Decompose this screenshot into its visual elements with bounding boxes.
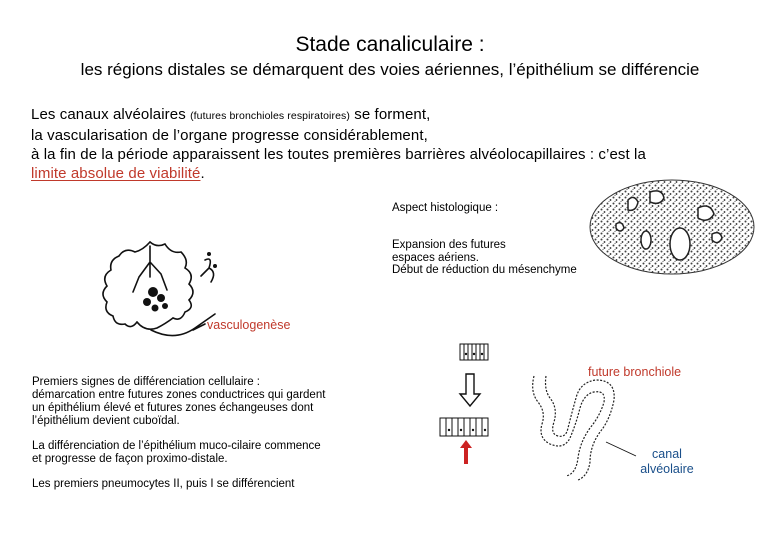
intro-paragraph bbox=[31, 105, 751, 183]
canal-line1: canal bbox=[652, 447, 682, 461]
p2-line1: La différenciation de l’épithélium muco-cilaire commence bbox=[32, 440, 321, 452]
intro-line1-b: se forment, bbox=[349, 106, 431, 123]
intro-line3: à la fin de la période apparaissent les toutes premières barrières alvéolocapillaires : c’est la bbox=[31, 146, 646, 163]
down-arrow-icon bbox=[460, 374, 480, 406]
canal-alveolaire-label bbox=[634, 447, 700, 477]
page-subtitle: les régions distales se démarquent des voies aériennes, l’épithélium se différencie bbox=[80, 60, 700, 79]
page-title: Stade canaliculaire : bbox=[295, 33, 485, 56]
lower-text-block bbox=[32, 376, 377, 503]
vasculogenese-label: vasculogenèse bbox=[207, 318, 291, 332]
canal-alveolaire-drawing bbox=[520, 372, 630, 482]
p1-line2: démarcation entre futures zones conductrices qui gardent bbox=[32, 389, 326, 401]
paragraph-pneumocytes: Les premiers pneumocytes II, puis I se différencient bbox=[32, 478, 295, 490]
expansion-text bbox=[392, 239, 612, 277]
histology-label: Aspect histologique : bbox=[392, 202, 499, 214]
canal-line2: alvéolaire bbox=[640, 462, 694, 476]
expansion-line1: Expansion des futures bbox=[392, 239, 506, 251]
p1-line4: l’épithélium devient cuboïdal. bbox=[32, 415, 180, 427]
expansion-line3: Début de réduction du mésenchyme bbox=[392, 264, 577, 276]
future-bronchiole-label: future bronchiole bbox=[588, 365, 682, 379]
viability-limit: limite absolue de viabilité bbox=[31, 165, 201, 182]
expansion-line2: espaces aériens. bbox=[392, 251, 479, 264]
histology-micrograph bbox=[588, 178, 756, 276]
paragraph-mucociliary bbox=[32, 440, 377, 466]
intro-line4-end: . bbox=[200, 165, 205, 182]
intro-line1-small: (futures bronchioles respiratoires) bbox=[190, 110, 350, 122]
up-arrow-red-icon bbox=[460, 440, 472, 464]
epithelium-transition-diagram bbox=[436, 340, 496, 470]
paragraph-differentiation bbox=[32, 376, 377, 428]
p1-line1: Premiers signes de différenciation cellulaire : bbox=[32, 376, 260, 388]
p2-line2: et progresse de façon proximo-distale. bbox=[32, 453, 228, 465]
intro-line2: la vascularisation de l’organe progresse considérablement, bbox=[31, 127, 428, 144]
p1-line3: un épithélium élevé et futures zones échangeuses dont bbox=[32, 402, 314, 414]
intro-line1-a: Les canaux alvéolaires bbox=[31, 106, 191, 123]
